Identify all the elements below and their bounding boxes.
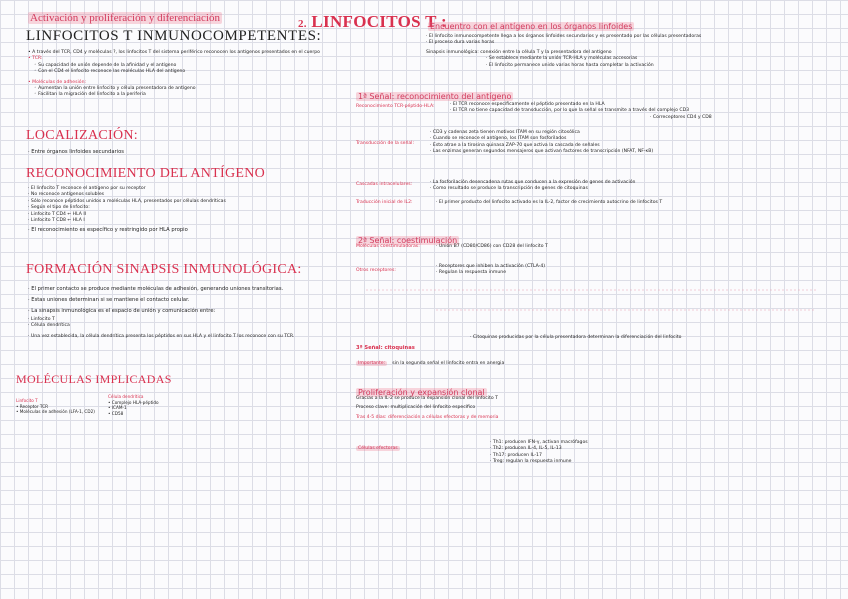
prolif-title: Proliferación y expansión clonal (358, 388, 485, 397)
molecules-left-head: Linfocito T (16, 398, 38, 403)
encounter-line: · El linfocito permanece unido varias horas hasta completar la activación (486, 62, 654, 68)
synapse-line: · Una vez establecida, la célula dendrítica presenta los péptidos en sus HLA y el linfocito T los reconoce con su TCR. (28, 333, 295, 339)
type-line: · Th2: producen IL-4, IL-5, IL-13 (490, 446, 562, 452)
signal1-label-b: Transducción de la señal: (356, 141, 414, 146)
synapse-line: · El primer contacto se produce mediante moléculas de adhesión, generando uniones transitorias. (28, 286, 284, 292)
intro-line: • Moléculas de adhesión: (28, 79, 87, 85)
signal1-list-c (430, 180, 635, 193)
signal2-line: · Regulan la respuesta inmune (436, 270, 507, 276)
synapse-line: · La sinapsis inmunológica es el espacio de unión y comunicación entre: (28, 308, 216, 314)
type-line: · Treg: regulan la respuesta inmune (490, 459, 572, 465)
molecule-item: • Complejo HLA-péptido (108, 399, 159, 405)
type-line: · Th17: producen IL-17 (490, 452, 542, 458)
encounter-title-wrap (428, 14, 634, 33)
intro-line: • A través del TCR, CD4 y moléculas ?, los linfocitos T del sistema periférico reconocen los antígenos presentados en el cuerpo (28, 50, 320, 55)
signal1-line-d: · El primer producto del linfocito activado es la IL-2, factor de crecimiento autocrino de linfocitos T (436, 200, 663, 205)
recognition-line: · Sólo reconoce péptidos unidos a moléculas HLA, presentados por células dendríticas (28, 198, 226, 204)
intro-line: ◦ Facilitan la migración del linfocito a la periferia (34, 92, 146, 98)
prolif-list (356, 396, 499, 421)
synapse-list (28, 284, 294, 340)
signal2-line: · Unión B7 (CD80/CD86) con CD28 del linfocito T (436, 244, 548, 249)
intro-line: • TCR: (28, 56, 43, 62)
recognition-line: · El linfocito T reconoce el antígeno por su receptor (28, 186, 146, 191)
signal2-label-b: Otros receptores: (356, 268, 396, 273)
prolif-line: Gracias a la IL-2 se produce la expansión clonal del linfocito T (356, 396, 498, 401)
molecules-right-head: Célula dendrítica (108, 394, 144, 399)
activation-title: Activación y proliferación y diferenciación (30, 12, 220, 24)
molecule-item: • Receptor TCR (16, 403, 49, 409)
types-head-wrap (356, 434, 400, 453)
prolif-line: Tras 4-5 días: diferenciación a células efectoras y de memoria (356, 414, 499, 420)
signal1-line: · Las enzimas generan segundos mensajeros que activan factores de transcripción (NFAT, NF-κB) (430, 149, 654, 155)
intro-line: ◦ Con el CD4 el linfocito reconoce las moléculas HLA del antígeno (34, 69, 186, 75)
signal3-note-text: sin la segunda señal el linfocito entra en anergia (392, 361, 505, 366)
molecule-item: • Moléculas de adhesión (LFA-1, CD2) (16, 409, 95, 415)
synapse-title: FORMACIÓN SINAPSIS INMUNOLÓGICA: (26, 262, 302, 277)
recognition-line: · No reconoce antígenos solubles (28, 192, 105, 198)
signal3-line: · Citoquinas producidas por la célula presentadora determinan la diferenciación del linfocito (470, 335, 682, 340)
signal2-list-b (436, 264, 545, 277)
signal3-title: 3ª Señal: citoquinas (356, 345, 415, 351)
recognition-line: · El reconocimiento es específico y restringido por HLA propio (28, 227, 188, 234)
recognition-line: · Linfocito T CD8 ← HLA I (28, 218, 85, 224)
signal3-note (356, 349, 504, 368)
signal1-list-a (450, 102, 712, 121)
encounter-line: · El linfocito inmunocompetente llega a los órganos linfoides secundarios y es presentado por las células presentadoras (426, 34, 702, 39)
types-list (490, 440, 588, 466)
right-title-number: 2. (298, 18, 307, 30)
activation-title-wrap (28, 6, 298, 25)
encounter-list (426, 34, 701, 69)
molecules-title: MOLÉCULAS IMPLICADAS (16, 372, 172, 386)
intro-line: ◦ Su capacidad de unión depende de la afinidad y el antígeno (34, 62, 177, 68)
molecule-item: • ICAM-1 (108, 405, 127, 411)
signal1-line: · Cuando se reconoce el antígeno, los ITAM son fosforilados (430, 136, 567, 142)
signal1-label-c: Cascadas intracelulares: (356, 182, 413, 187)
encounter-line: Sinapsis inmunológica: conexión entre la célula T y la presentadora del antígeno (426, 49, 612, 55)
intro-list (28, 50, 320, 99)
signal1-label-d: Traducción inicial de IL2: (356, 200, 413, 205)
molecule-item: • CD58 (108, 410, 124, 416)
localization-title: LOCALIZACIÓN: (26, 128, 138, 143)
signal1-label-a: Reconocimiento TCR-péptido-HLA: (356, 104, 435, 109)
intro-line: ◦ Aumentan la unión entre linfocito y célula presentadora de antígeno (34, 86, 196, 92)
recognition-line: · Según el tipo de linfocito: (28, 205, 90, 211)
main-title: LINFOCITOS T INMUNOCOMPETENTES: (26, 28, 322, 44)
signal3-note-label: Importante: (358, 361, 386, 366)
signal1-title-wrap (356, 84, 513, 103)
right-title (298, 12, 447, 32)
signal1-line: · El TCR no tiene capacidad de transducción, por lo que la señal se transmite a través del complejo CD3 (450, 108, 690, 114)
recognition-line: · Linfocito T CD4 ← HLA II (28, 211, 87, 217)
signal1-line: · CD3 y cadenas zeta tienen motivos ITAM en su región citosólica (430, 130, 580, 135)
signal1-line: · El TCR reconoce específicamente el péptido presentado en la HLA (450, 102, 605, 107)
signal2-line: · Receptores que inhiben la activación (CTLA-4) (436, 264, 546, 269)
signal1-line: · Correceptores CD4 y CD8 (650, 114, 712, 120)
signal2-label-a: Moléculas coestimuladoras: (356, 244, 420, 249)
signal1-line: · Como resultado se produce la transcripción de genes de citoquinas (430, 186, 588, 192)
types-head: Células efectoras (358, 446, 398, 451)
signal1-line: · La fosforilación desencadena rutas que conducen a la expresión de genes de activación (430, 180, 636, 185)
localization-text: · Entre órganos linfoides secundarios (28, 149, 124, 155)
synapse-line: · Linfocito T (28, 317, 55, 322)
synapse-line: · Estas uniones determinan si se mantiene el contacto celular. (28, 297, 190, 303)
encounter-line: · El proceso dura varias horas (426, 40, 495, 46)
type-line: · Th1: producen IFN-γ, activan macrófagos (490, 440, 588, 445)
encounter-title: Encuentro con el antígeno en los órganos linfoides (430, 22, 633, 31)
signal-branch-diagram (356, 280, 836, 330)
recognition-list (28, 186, 226, 234)
signal1-line: · Esto atrae a la tirosina quinasa ZAP-70 que activa la cascada de señales (430, 142, 600, 148)
synapse-line: · Célula dendrítica (28, 323, 70, 329)
molecules-right (108, 394, 159, 416)
signal1-list-b (430, 130, 653, 156)
signal1-title: 1ª Señal: reconocimiento del antígeno (358, 92, 512, 101)
right-title-text: LINFOCITOS T : (311, 12, 447, 31)
signal2-title: 2ª Señal: coestimulación (358, 236, 458, 245)
molecules-left (16, 398, 95, 415)
recognition-title: RECONOCIMIENTO DEL ANTÍGENO (26, 166, 266, 181)
encounter-line: · Se establece mediante la unión TCR-HLA y moléculas accesorias (486, 56, 638, 62)
prolif-line: Proceso clave: multiplicación del linfocito específico (356, 405, 476, 411)
